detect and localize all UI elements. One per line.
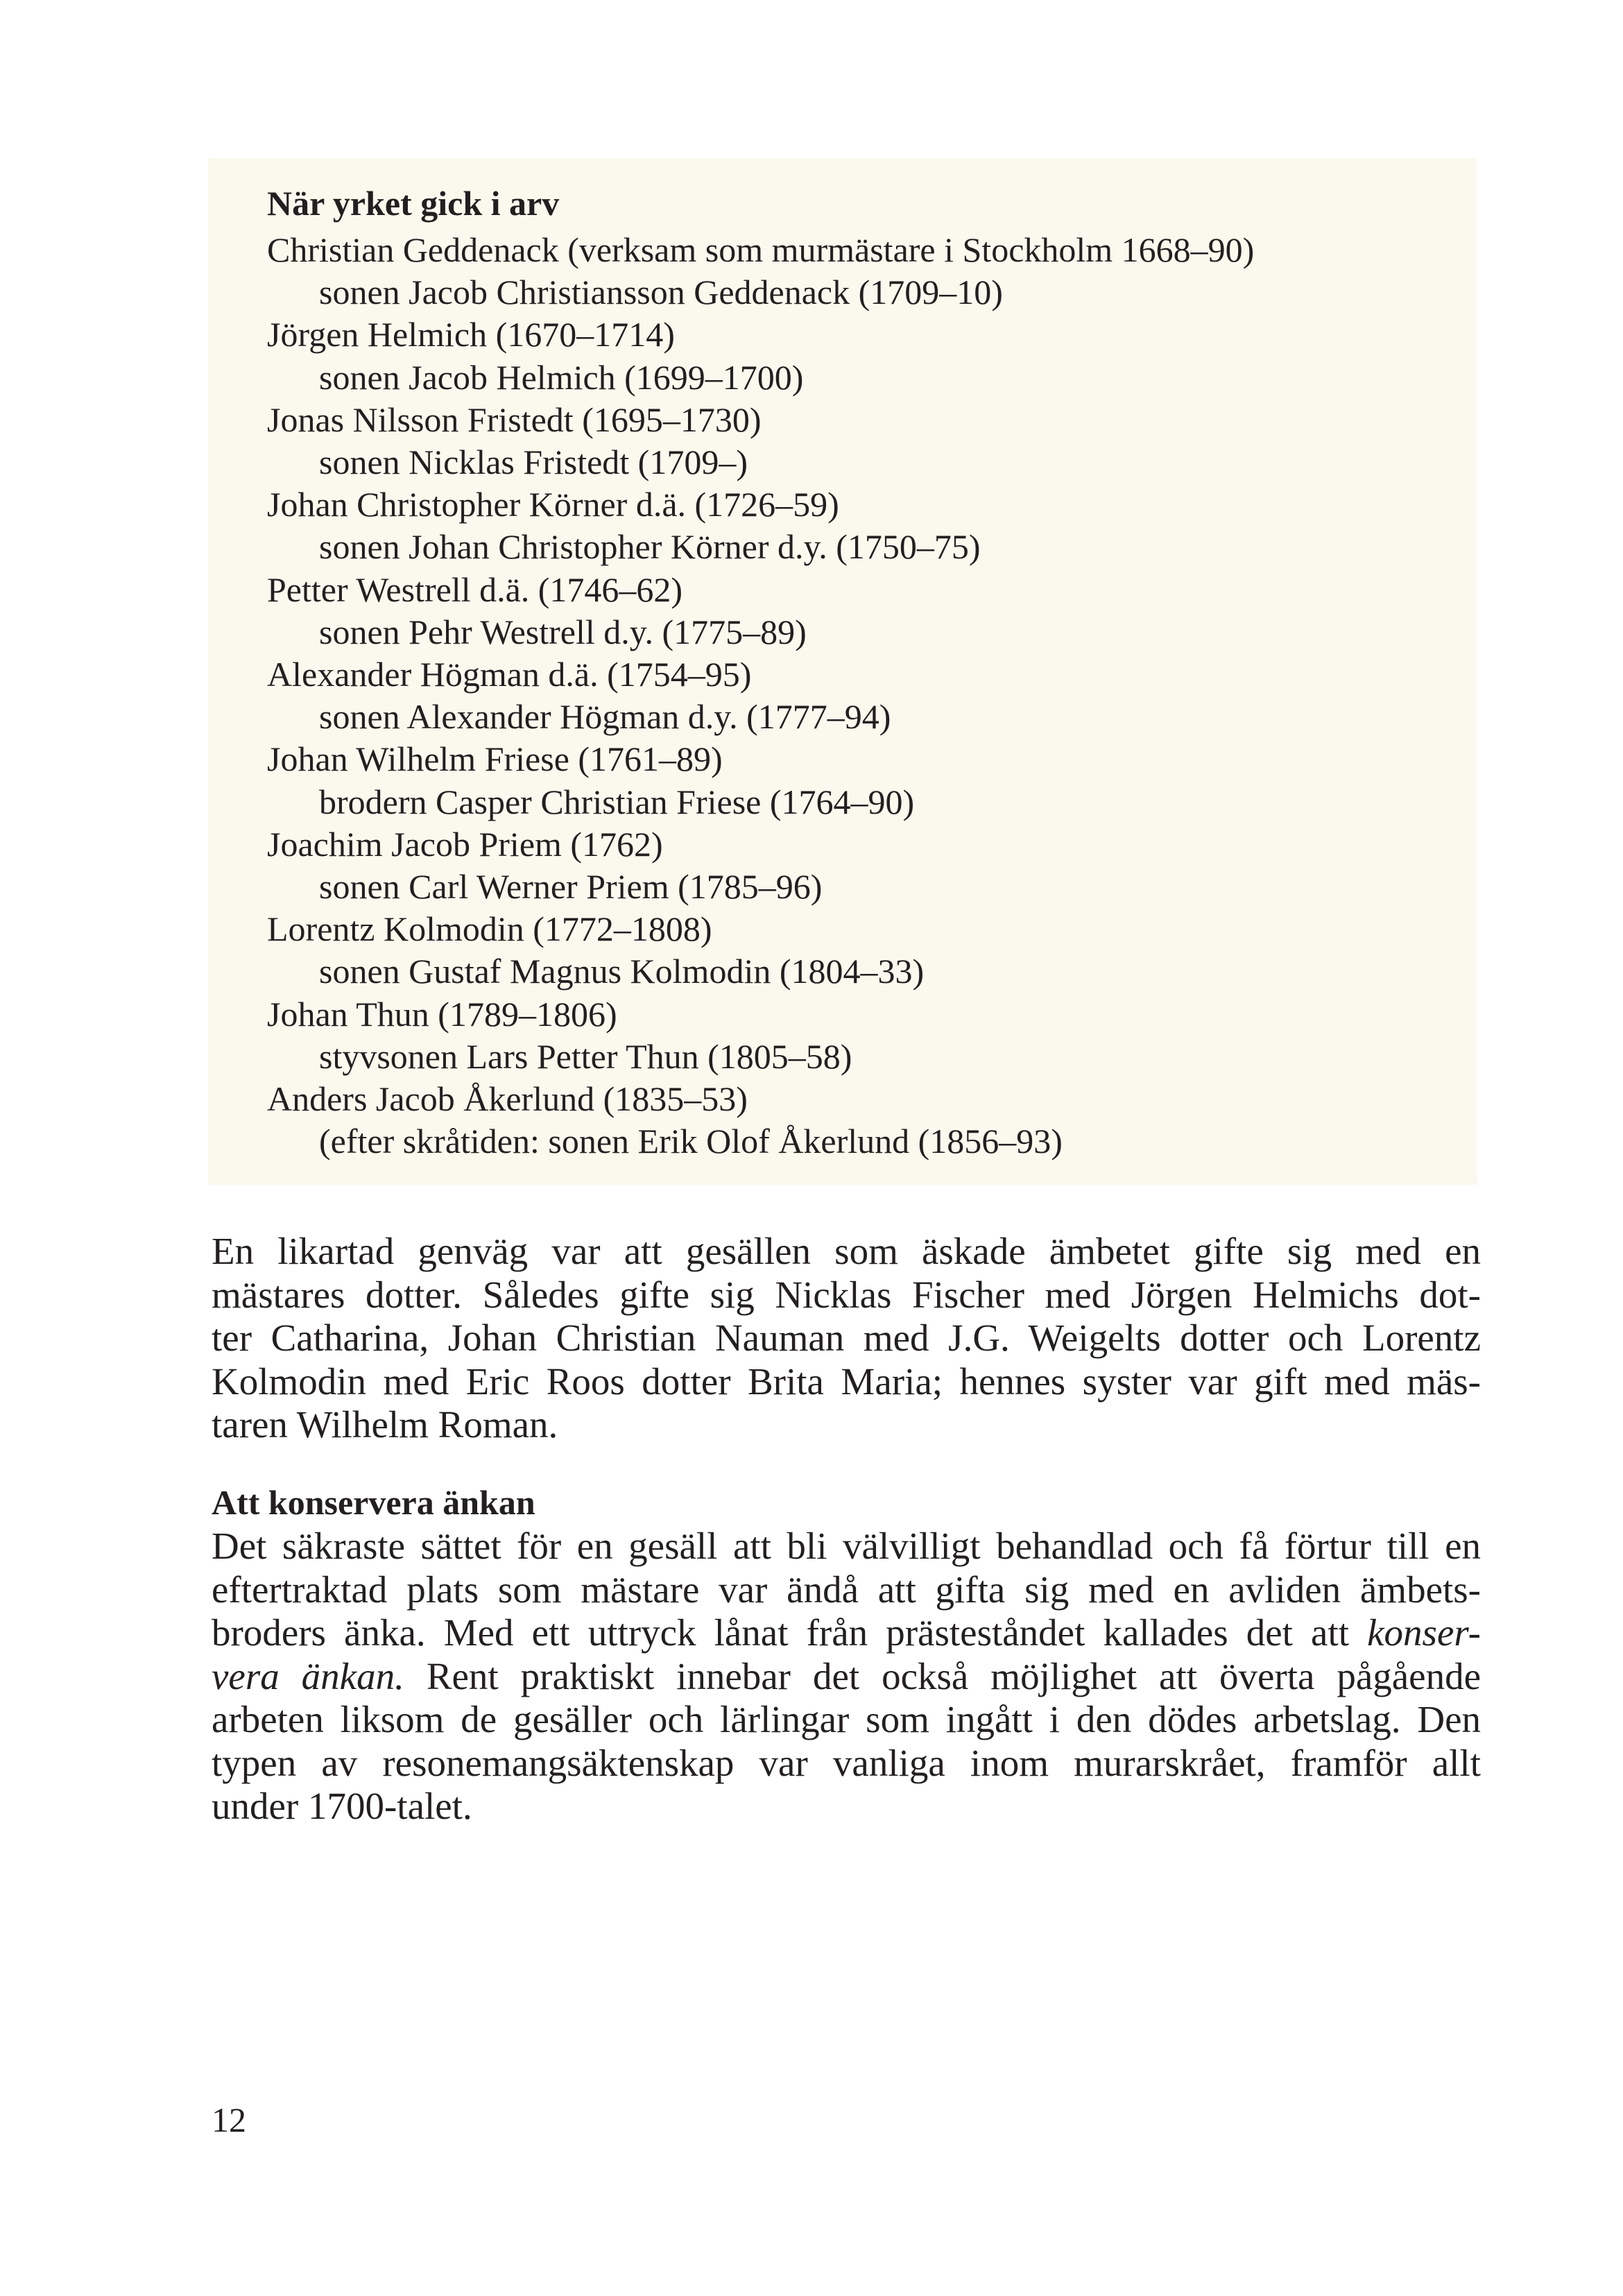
lineage-entry-master: Anders Jacob Åkerlund (1835–53) bbox=[267, 1079, 748, 1119]
lineage-entry-master: Petter Westrell d.ä. (1746–62) bbox=[267, 569, 683, 609]
lineage-entry-successor: sonen Alexander Högman d.y. (1777–94) bbox=[319, 697, 891, 737]
paragraph-line bbox=[212, 1655, 1481, 1699]
paragraph-konservera bbox=[212, 1525, 1481, 1828]
paragraph-line: under 1700-talet. bbox=[212, 1785, 472, 1827]
lineage-entry-master: Jonas Nilsson Fristedt (1695–1730) bbox=[267, 400, 762, 439]
italic-term: konser- bbox=[1367, 1611, 1481, 1654]
paragraph-line: eftertraktad plats som mästare var ändå att gifta sig med en avliden ämbets- bbox=[212, 1568, 1481, 1611]
paragraph-line: arbeten liksom de gesäller och lärlingar som ingått i den dödes arbetslag. Den bbox=[212, 1698, 1481, 1740]
text-run: Rent praktiskt innebar det också möjlighet att överta pågående bbox=[404, 1654, 1482, 1697]
lineage-entry-successor: sonen Nicklas Fristedt (1709–) bbox=[319, 443, 748, 482]
lineage-entry-successor: sonen Carl Werner Priem (1785–96) bbox=[319, 867, 823, 907]
box-title: När yrket gick i arv bbox=[267, 184, 560, 223]
lineage-entry-master: Jörgen Helmich (1670–1714) bbox=[267, 315, 675, 354]
lineage-entry-successor: sonen Jacob Christiansson Geddenack (1709–10) bbox=[319, 273, 1003, 312]
lineage-list bbox=[267, 229, 1460, 1163]
lineage-entry-master: Joachim Jacob Priem (1762) bbox=[267, 824, 663, 864]
paragraph-genvag bbox=[212, 1230, 1481, 1447]
lineage-entry-master: Johan Christopher Körner d.ä. (1726–59) bbox=[267, 485, 839, 524]
section-heading: Att konservera änkan bbox=[212, 1483, 535, 1522]
lineage-entry-successor: sonen Johan Christopher Körner d.y. (1750–75) bbox=[319, 527, 981, 567]
lineage-entry-master: Johan Wilhelm Friese (1761–89) bbox=[267, 739, 723, 779]
paragraph-line: taren Wilhelm Roman. bbox=[212, 1403, 558, 1446]
lineage-entry-successor: sonen Jacob Helmich (1699–1700) bbox=[319, 357, 804, 397]
lineage-entry-master: Alexander Högman d.ä. (1754–95) bbox=[267, 655, 752, 694]
text-run: broders änka. Med ett uttryck lånat från prästeståndet kallades det att bbox=[212, 1611, 1368, 1654]
paragraph-line: Det säkraste sättet för en gesäll att bli välvilligt behandlad och få förtur till en bbox=[212, 1525, 1481, 1567]
page-number: 12 bbox=[212, 2100, 246, 2139]
paragraph-line: Kolmodin med Eric Roos dotter Brita Maria; hennes syster var gift med mäs- bbox=[212, 1360, 1481, 1403]
lineage-entry-successor: sonen Pehr Westrell d.y. (1775–89) bbox=[319, 612, 807, 651]
italic-term: vera änkan. bbox=[212, 1654, 404, 1697]
paragraph-line: mästares dotter. Således gifte sig Nicklas Fischer med Jörgen Helmichs dot- bbox=[212, 1273, 1481, 1316]
lineage-entry-successor: sonen Gustaf Magnus Kolmodin (1804–33) bbox=[319, 952, 925, 991]
lineage-entry-master: Lorentz Kolmodin (1772–1808) bbox=[267, 909, 712, 949]
lineage-entry-master: Christian Geddenack (verksam som murmästare i Stockholm 1668–90) bbox=[267, 230, 1255, 269]
lineage-entry-master: Johan Thun (1789–1806) bbox=[267, 994, 617, 1034]
paragraph-line: ter Catharina, Johan Christian Nauman med J.G. Weigelts dotter och Lorentz bbox=[212, 1317, 1481, 1359]
paragraph-line: En likartad genväg var att gesällen som äskade ämbetet gifte sig med en bbox=[212, 1230, 1481, 1272]
paragraph-line: typen av resonemangsäktenskap var vanliga inom murarskrået, framför allt bbox=[212, 1741, 1481, 1784]
lineage-entry-successor: styvsonen Lars Petter Thun (1805–58) bbox=[319, 1036, 852, 1076]
lineage-entry-successor: brodern Casper Christian Friese (1764–90) bbox=[319, 782, 915, 821]
paragraph-line bbox=[212, 1611, 1481, 1655]
lineage-entry-successor: (efter skråtiden: sonen Erik Olof Åkerlund (1856–93) bbox=[319, 1122, 1063, 1161]
